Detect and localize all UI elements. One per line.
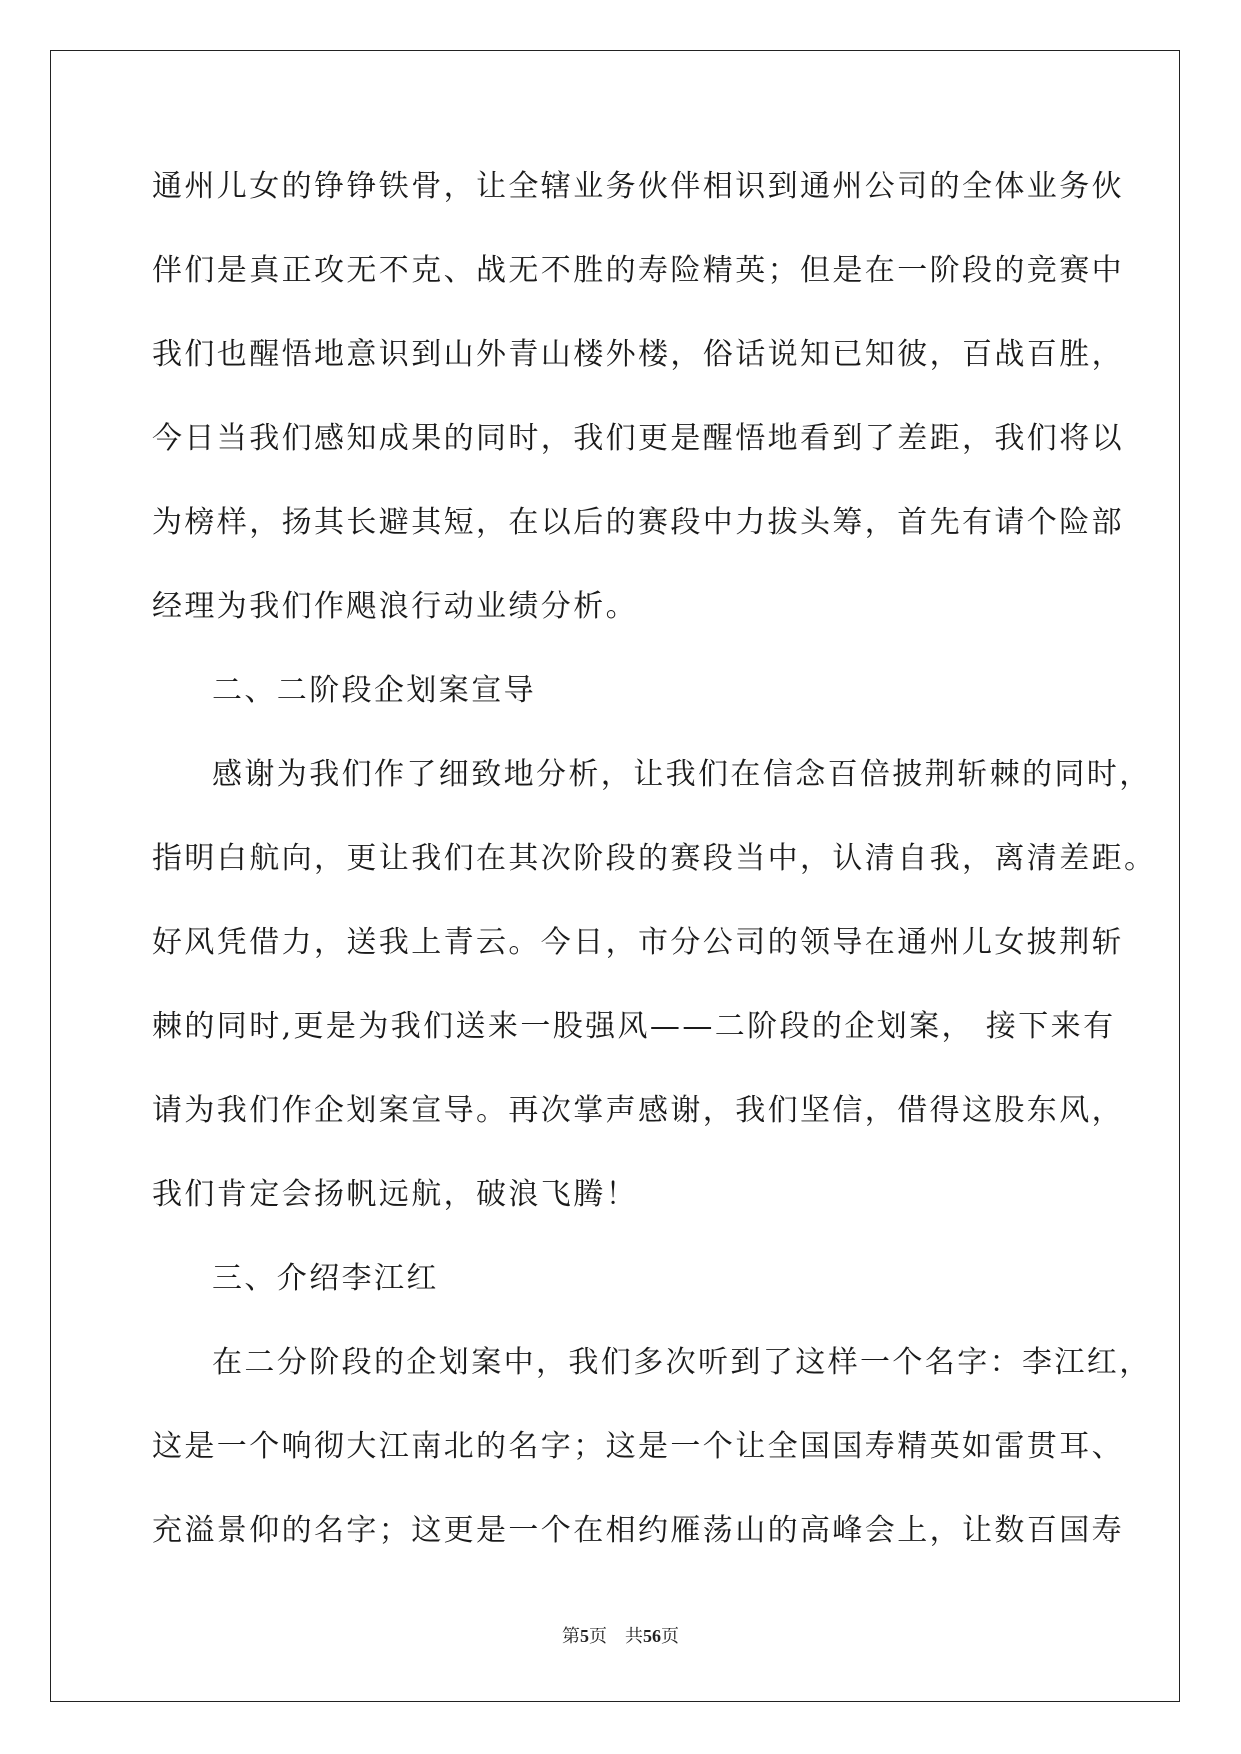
text-line: 这是一个响彻大江南北的名字；这是一个让全国国寿精英如雷贯耳、	[152, 1429, 1124, 1464]
footer-middle: 页 共	[589, 1626, 643, 1646]
section-heading: 三、介绍李江红	[212, 1261, 439, 1296]
footer-suffix: 页	[661, 1626, 679, 1646]
text-line: 请为我们作企划案宣导。再次掌声感谢，我们坚信，借得这股东风，	[152, 1093, 1124, 1128]
page-footer	[0, 1622, 1241, 1648]
text-line: 我们也醒悟地意识到山外青山楼外楼，俗话说知已知彼，百战百胜，	[152, 337, 1124, 372]
document-body	[152, 162, 1157, 1590]
text-line: 感谢为我们作了细致地分析，让我们在信念百倍披荆斩棘的同时，	[212, 757, 1152, 792]
total-pages-number: 56	[643, 1626, 661, 1646]
text-line: 今日当我们感知成果的同时，我们更是醒悟地看到了差距，我们将以	[152, 421, 1124, 456]
text-line: 我们肯定会扬帆远航，破浪飞腾！	[152, 1177, 638, 1212]
text-line: 指明白航向，更让我们在其次阶段的赛段当中，认清自我，离清差距。	[152, 841, 1157, 876]
text-line: 在二分阶段的企划案中，我们多次听到了这样一个名字：李江红，	[212, 1345, 1152, 1380]
current-page-number: 5	[580, 1626, 589, 1646]
text-line: 通州儿女的铮铮铁骨，让全辖业务伙伴相识到通州公司的全体业务伙	[152, 169, 1124, 204]
text-line: 棘的同时,更是为我们送来一股强风——二阶段的企划案， 接下来有	[152, 1009, 1116, 1044]
text-line: 充溢景仰的名字；这更是一个在相约雁荡山的高峰会上，让数百国寿	[152, 1513, 1124, 1548]
text-line: 好风凭借力，送我上青云。今日，市分公司的领导在通州儿女披荆斩	[152, 925, 1124, 960]
section-heading: 二、二阶段企划案宣导	[212, 673, 536, 708]
text-line: 经理为我们作飓浪行动业绩分析。	[152, 589, 638, 624]
text-line: 为榜样，扬其长避其短，在以后的赛段中力拔头筹，首先有请个险部	[152, 505, 1124, 540]
text-line: 伴们是真正攻无不克、战无不胜的寿险精英；但是在一阶段的竞赛中	[152, 253, 1124, 288]
footer-prefix: 第	[562, 1626, 580, 1646]
